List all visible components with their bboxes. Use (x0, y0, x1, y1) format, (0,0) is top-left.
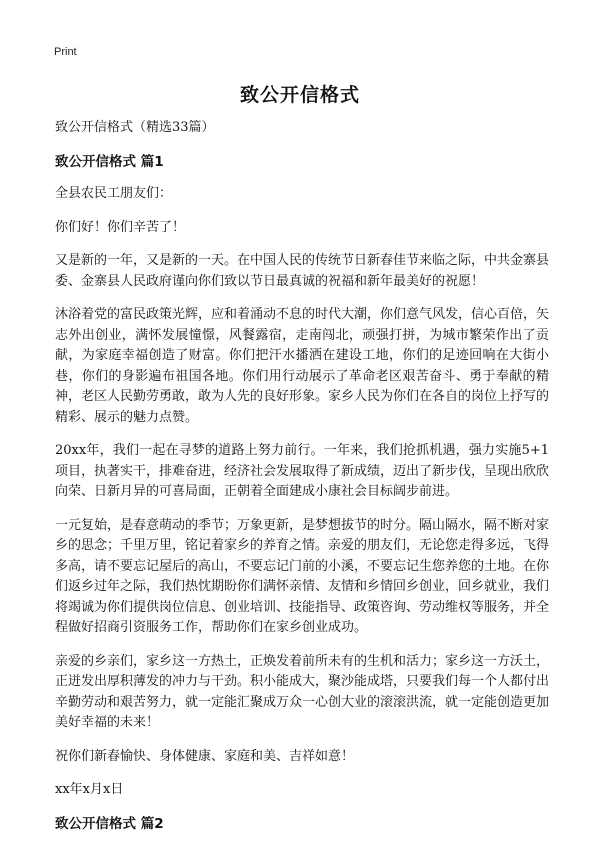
document-subtitle: 致公开信格式（精选33篇） (55, 120, 215, 135)
paragraph-invitation: 一元复始，是春意萌动的季节；万象更新，是梦想拔节的时分。隔山隔水，隔不断对家乡的思念；千里万里，铭记着家乡的养育之情。亲爱的朋友们，无论您走得多远，飞得多高，请不要忘记屋后的高山，不要忘记门前的小溪，不要忘记生您养您的土地。在你们返乡过年之际，我们热忱期盼你们满怀亲情、友情和乡情回乡创业，回乡就业，我们将竭诚为你们提供岗位信息、创业培训、技能指导、政策咨询、劳动维权等服务，并全程做好招商引资服务工作，帮助你们在家乡创业成功。 (55, 517, 550, 635)
section-heading-2: 致公开信格式 篇2 (55, 815, 164, 832)
print-link[interactable]: Print (54, 46, 77, 58)
document-body (55, 118, 549, 846)
paragraph-new-year: 又是新的一年，又是新的一天。在中国人民的传统节日新春佳节来临之际，中共金寨县委、金寨县人民政府谨向你们致以节日最真诚的祝福和新年最美好的祝愿！ (55, 253, 550, 289)
closing-wishes: 祝你们新春愉快、身体健康、家庭和美、吉祥如意！ (55, 748, 355, 764)
paragraph-future: 亲爱的乡亲们，家乡这一方热土，正焕发着前所未有的生机和活力；家乡这一方沃土，正迸发出厚积薄发的冲力与干劲。积小能成大，聚沙能成塔，只要我们每一个人都付出辛勤劳动和艰苦努力，就一定能汇聚成万众一心创大业的滚滚洪流，就一定能创造更加美好幸福的未来！ (55, 653, 550, 730)
letter-date: xx年x月x日 (55, 782, 124, 797)
paragraph-achievements: 沐浴着党的富民政策光辉，应和着涌动不息的时代大潮，你们意气风发，信心百倍，矢志外出创业，满怀发展憧憬，风餐露宿，走南闯北，顽强打拼，为城市繁荣作出了贡献，为家庭幸福创造了财富。你们把汗水播洒在建设工地，你们的足迹回响在大街小巷，你们的身影遍布祖国各地。你们用行动展示了革命老区艰苦奋斗、勇于奉献的精神，老区人民勤劳勇敢，敢为人先的良好形象。家乡人民为你们在各自的岗位上抒写的精彩、展示的魅力点赞。 (55, 307, 550, 425)
greeting: 你们好！你们辛苦了！ (55, 219, 186, 235)
paragraph-progress: 20xx年，我们一起在寻梦的道路上努力前行。一年来，我们抢抓机遇，强力实施5+1项目，执著实干，排难奋进，经济社会发展取得了新成绩，迈出了新步伐，呈现出欣欣向荣、日新月异的可喜局面，正朝着全面建成小康社会目标阔步前进。 (55, 443, 550, 499)
section-heading-1: 致公开信格式 篇1 (55, 153, 164, 170)
page-title: 致公开信格式 (239, 84, 360, 106)
salutation: 全县农民工朋友们： (55, 186, 173, 201)
